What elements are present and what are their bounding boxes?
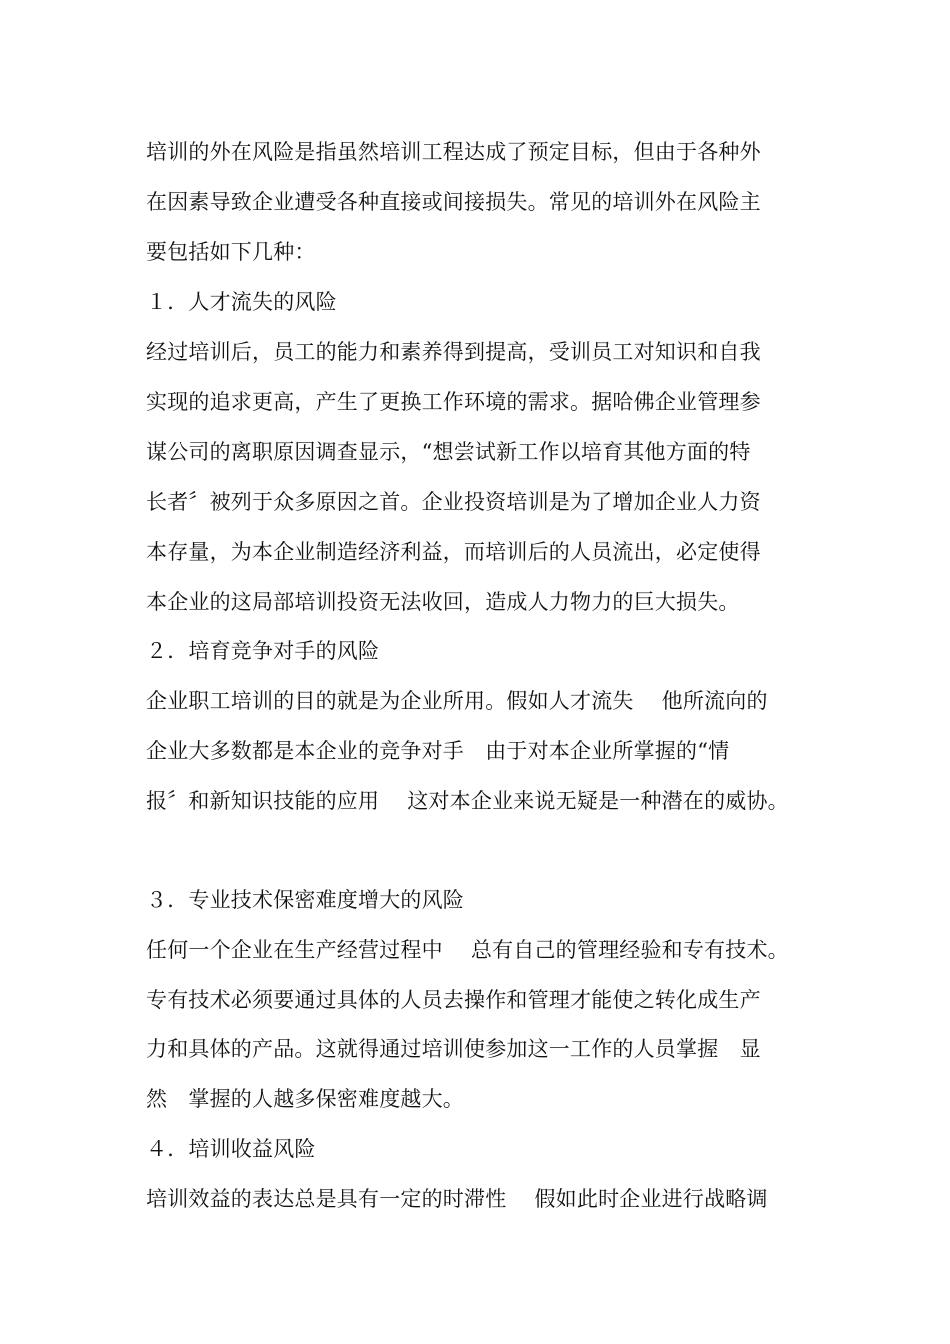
- paragraph-line: 谋公司的离职原因调查显示，“想尝试新工作以培育其他方面的特: [146, 440, 751, 464]
- paragraph-line: 培训效益的表达总是具有一定的时滞性 假如此时企业进行战略调: [146, 1187, 768, 1211]
- paragraph-line: 要包括如下几种：: [146, 240, 316, 264]
- paragraph-line: 长者〞被列于众多原因之首。企业投资培训是为了增加企业人力资: [146, 490, 761, 514]
- paragraph-line: 专有技术必须要通过具体的人员去操作和管理才能使之转化成生产: [146, 988, 761, 1012]
- paragraph-line: 在因素导致企业遭受各种直接或间接损失。常见的培训外在风险主: [146, 190, 761, 214]
- paragraph-line: 力和具体的产品。这就得通过培训使参加这一工作的人员掌握 显: [146, 1037, 761, 1061]
- paragraph-line: 实现的追求更高，产生了更换工作环境的需求。据哈佛企业管理参: [146, 390, 761, 414]
- section-heading: ４．培训收益风险: [146, 1137, 316, 1161]
- paragraph-line: 本企业的这局部培训投资无法收回，造成人力物力的巨大损失。: [146, 590, 740, 614]
- section-heading: １．人才流失的风险: [146, 290, 337, 314]
- section-heading: ３．专业技术保密难度增大的风险: [146, 888, 464, 912]
- paragraph-line: 培训的外在风险是指虽然培训工程达成了预定目标，但由于各种外: [146, 140, 761, 164]
- paragraph-line: 报〞和新知识技能的应用 这对本企业来说无疑是一种潜在的威协。: [146, 789, 789, 813]
- paragraph-line: 企业职工培训的目的就是为企业所用。假如人才流失 他所流向的: [146, 689, 768, 713]
- paragraph-line: 然 掌握的人越多保密难度越大。: [146, 1087, 464, 1111]
- section-heading: ２．培育竞争对手的风险: [146, 639, 380, 663]
- paragraph-line: 企业大多数都是本企业的竞争对手 由于对本企业所掌握的“情: [146, 739, 730, 763]
- paragraph-line: 本存量，为本企业制造经济利益，而培训后的人员流出，必定使得: [146, 540, 761, 564]
- paragraph-line: 任何一个企业在生产经营过程中 总有自己的管理经验和专有技术。: [146, 938, 789, 962]
- paragraph-line: 经过培训后，员工的能力和素养得到提高，受训员工对知识和自我: [146, 340, 761, 364]
